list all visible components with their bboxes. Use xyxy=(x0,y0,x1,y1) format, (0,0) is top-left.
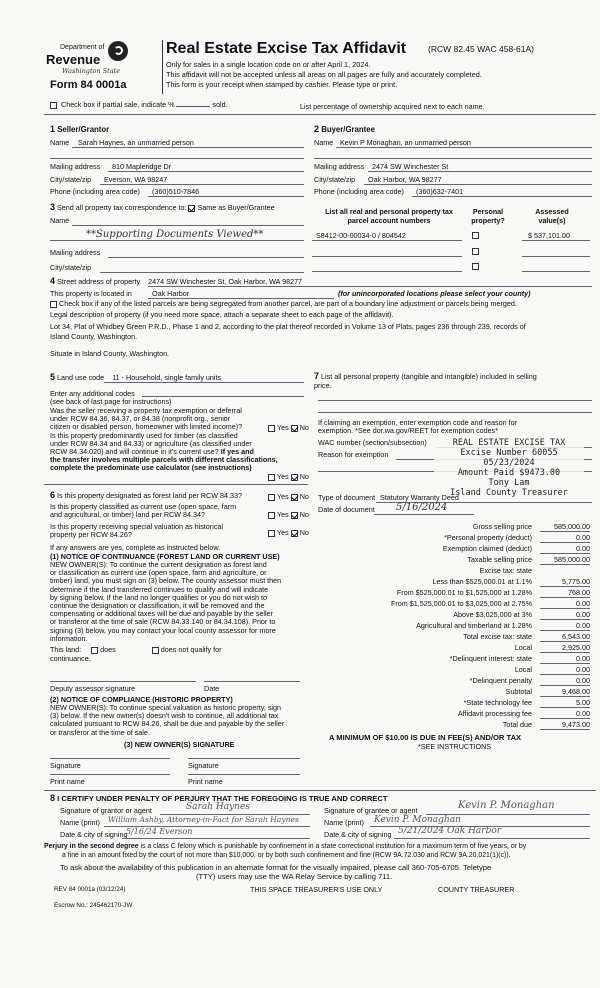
segregation-checkbox[interactable] xyxy=(50,301,57,308)
form-revision: REV 84 0001a (03/12/24) xyxy=(54,886,126,893)
header-divider xyxy=(162,40,163,94)
tax-row xyxy=(318,533,590,544)
exemption-instructions: If claiming an exemption, enter exemption code and reason for exemption. *See dor.wa.gov/REET for exemption codes* xyxy=(318,418,517,435)
tax-row-value[interactable]: 5,775.00 xyxy=(540,577,590,587)
tax-row xyxy=(318,621,590,632)
tax-row xyxy=(318,687,590,698)
document-type-label: Type of document xyxy=(318,493,376,502)
s5-question-1: Was the seller receiving a property tax exemption or deferral under RCW 84.36, 84.37, or 84.38 (nonprofit org., senior citizen or disabled person, homeowner with limited income)? xyxy=(50,406,243,431)
s5-q2-no-checkbox[interactable] xyxy=(291,474,298,481)
tax-row-value[interactable]: 5.00 xyxy=(540,698,590,708)
tax-row-value[interactable]: 0.00 xyxy=(540,709,590,719)
legal-description-label: Legal description of property (if you need more space, attach a separate sheet to each page of the affidavit). xyxy=(50,310,394,319)
seller-heading: 1 Seller/Grantor xyxy=(50,124,110,134)
seller-mail-label: Mailing address xyxy=(50,162,101,171)
exemption-reason-label: Reason for exemption xyxy=(318,450,389,459)
buyer-name-field[interactable]: Kevin P Monaghan, an unmarried person xyxy=(340,138,471,147)
tax-row xyxy=(318,632,590,643)
document-date-label: Date of document xyxy=(318,505,375,514)
personal-property-question: 7 List all personal property (tangible and intangible) included in selling price. xyxy=(314,371,537,390)
tax-row-label: Exemption claimed (deduct) xyxy=(442,544,532,553)
notice-continuance-text: NEW OWNER(S): To continue the current designation as forest land or classification as current use (open space, farm and agriculture, or timber) land, you must sign on (3) below. The county assessor must then determine if the land transferred continues to qualify and will indicate by signing below. If the land no longer qualifies or you do not wish to continue the designation or classification, it will be removed and the compensating or additional taxes will be due and payable by the seller or transferor at the time of sale (RCW 84.33.140 or 84.34.108). Prior to signing (3) below, you may contact your local county assessor for more information. xyxy=(50,560,282,643)
legal-description-line-3[interactable]: Situate in Island County, Washington. xyxy=(50,349,170,358)
tax-row xyxy=(318,544,590,555)
dept-name: Revenue xyxy=(46,52,101,67)
tax-row xyxy=(318,610,590,621)
tax-row-label: Local xyxy=(514,665,532,674)
county-treasurer-label: COUNTY TREASURER xyxy=(438,885,515,894)
seller-city-label: City/state/zip xyxy=(50,175,92,184)
parcel-number-field[interactable]: S8412-00-00034-0 / 804542 xyxy=(316,231,406,240)
tax-row xyxy=(318,698,590,709)
new-owner-signature-label-2: Signature xyxy=(188,761,219,770)
s6-q2-answer: Yes No xyxy=(268,510,309,519)
notice-continuance-heading: (1) NOTICE OF CONTINUANCE (FOREST LAND OR CURRENT USE) xyxy=(50,552,280,561)
tax-row xyxy=(318,599,590,610)
seller-name-field[interactable]: Sarah Haynes, an unmarried person xyxy=(78,138,194,147)
seller-mail-field[interactable]: 810 Mapleridge Dr xyxy=(112,162,172,171)
s6-q1-answer: Yes No xyxy=(268,492,309,501)
tax-row-label: Total due xyxy=(502,720,532,729)
s3-mail-label: Mailing address xyxy=(50,248,101,257)
s6-q2-no-checkbox[interactable] xyxy=(291,512,298,519)
tax-row xyxy=(318,577,590,588)
same-as-buyer-checkbox[interactable] xyxy=(188,205,195,212)
tax-row-label: *Delinquent interest: state xyxy=(449,654,532,663)
tax-row-value[interactable]: 585,000.00 xyxy=(540,555,590,565)
land-use-field[interactable]: 11 - Household, single family units xyxy=(112,373,222,382)
tax-row-label: Subtotal xyxy=(505,687,532,696)
new-owner-signature-label-1: Signature xyxy=(50,761,81,770)
ownership-note: List percentage of ownership acquired next to each name. xyxy=(300,102,485,111)
notice-compliance-heading: (2) NOTICE OF COMPLIANCE (HISTORIC PROPERTY) xyxy=(50,695,233,704)
tax-row-value[interactable]: 9,473.00 xyxy=(540,720,590,730)
grantor-date-label: Date & city of signing xyxy=(60,830,128,839)
tax-row-label: From $525,000.01 to $1,525,000 at 1.28% xyxy=(396,588,532,597)
street-address-row: 4 Street address of property 2474 SW Winchester St, Oak Harbor, WA 98277 xyxy=(50,276,303,286)
wac-number-label: WAC number (section/subsection) xyxy=(318,438,427,447)
document-date-field[interactable]: 5/16/2024 xyxy=(396,502,448,513)
legal-description-line-1[interactable]: Lot 34, Plat of Whidbey Green P.R.D., Phase 1 and 2, according to the plat thereof recorded in Volume 13 of Plats, pages 236 through 239, records of xyxy=(50,322,526,331)
land-does-not-checkbox[interactable] xyxy=(152,647,159,654)
s5-q1-answer: Yes No xyxy=(268,423,309,432)
grantee-date-label: Date & city of signing xyxy=(324,830,392,839)
buyer-city-field[interactable]: Oak Harbor, WA 98277 xyxy=(368,175,442,184)
s5-q2-answer: Yes No xyxy=(268,472,309,481)
partial-sale-row xyxy=(50,100,228,109)
section3-heading: 3 Send all property tax correspondence to: Same as Buyer/Grantee xyxy=(50,202,275,212)
escrow-number: Escrow No.: 245462170-JW xyxy=(54,902,133,909)
tax-row-value[interactable]: 2,925.00 xyxy=(540,643,590,653)
grantor-date-field[interactable]: 5/16/24 Everson xyxy=(126,827,193,836)
grantee-signature[interactable]: Kevin P. Monaghan xyxy=(458,800,555,811)
certification-heading: 8 I CERTIFY UNDER PENALTY OF PERJURY THAT THE FOREGOING IS TRUE AND CORRECT xyxy=(50,793,388,803)
subtitle-line-3: This form is your receipt when stamped by cashier. Please type or print. xyxy=(166,80,398,89)
assessed-value-column-header: Assessed value(s) xyxy=(535,207,569,225)
tax-row-label: Taxable selling price xyxy=(467,555,532,564)
tax-row-value[interactable]: 0.00 xyxy=(540,621,590,631)
partial-sale-percent-field[interactable] xyxy=(176,100,210,107)
personal-property-checkbox-3[interactable] xyxy=(472,263,479,270)
tax-row-value[interactable]: 585,000.00 xyxy=(540,522,590,532)
tax-row-label: Agricultural and timberland at 1.28% xyxy=(416,621,532,630)
tax-row-label: *State technology fee xyxy=(463,698,532,707)
s6-q2-yes-checkbox[interactable] xyxy=(268,512,275,519)
tax-row-value[interactable]: 0.00 xyxy=(540,665,590,675)
buyer-mail-field[interactable]: 2474 SW Winchester St xyxy=(372,162,449,171)
tax-row xyxy=(318,643,590,654)
page-title: Real Estate Excise Tax Affidavit xyxy=(166,40,407,57)
s6-q1-yes-checkbox[interactable] xyxy=(268,494,275,501)
s6-question-1: 6 Is this property designated as forest land per RCW 84.33? xyxy=(50,490,242,500)
s6-question-2: Is this property classified as current use (open space, farm and agricultural, or timber) land per RCW 84.34? xyxy=(50,502,237,519)
perjury-warning-line-1: Perjury in the second degree is a class C felony which is punishable by confinement in a state correctional institution for a maximum term of five years, or by xyxy=(44,843,527,850)
land-does-checkbox[interactable] xyxy=(91,647,98,654)
s5-q2-yes-checkbox[interactable] xyxy=(268,474,275,481)
form-number: Form 84 0001a xyxy=(50,79,127,91)
grantee-date-field[interactable]: 5/21/2024 Oak Harbor xyxy=(398,826,502,836)
subtitle-line-1: Only for sales in a single location code on or after April 1, 2024. xyxy=(166,60,371,69)
s5-q1-no-checkbox[interactable] xyxy=(291,425,298,432)
seller-phone-label: Phone (including area code) xyxy=(50,187,140,196)
tax-row xyxy=(318,720,590,731)
tax-row-value[interactable]: 0.00 xyxy=(540,654,590,664)
dept-line: Department of xyxy=(60,44,105,51)
see-instructions-note: *SEE INSTRUCTIONS xyxy=(418,742,492,751)
tax-row-label: Affidavit processing fee xyxy=(457,709,532,718)
tax-row xyxy=(318,522,590,533)
tax-row-label: Gross selling price xyxy=(472,522,532,531)
dept-state: Washington State xyxy=(62,67,121,75)
tax-row-label: Excise tax: state xyxy=(479,566,532,575)
tax-row xyxy=(318,676,590,687)
tax-row-value[interactable]: 768.00 xyxy=(540,588,590,598)
s6-question-3: Is this property receiving special valuation as historical property per RCW 84.26? xyxy=(50,522,223,539)
seller-phone-field[interactable]: (360)510-7846 xyxy=(152,187,200,196)
rcw-reference: (RCW 82.45 WAC 458-61A) xyxy=(428,44,534,54)
treasurer-use-only: THIS SPACE TREASURER'S USE ONLY xyxy=(250,885,383,894)
location-field[interactable]: Oak Harbor xyxy=(152,289,190,298)
location-note: (for unincorporated locations please select your county) xyxy=(338,289,531,298)
minimum-fee-note: A MINIMUM OF $10.00 IS DUE IN FEE(S) AND/OR TAX xyxy=(329,733,522,742)
segregation-row: Check box if any of the listed parcels are being segregated from another parcel, are part of a boundary line adjustment or parcels being merged. xyxy=(50,299,517,308)
seller-name-label: Name xyxy=(50,138,70,147)
s3-name-label: Name xyxy=(50,216,70,225)
if-yes-note: If any answers are yes, complete as instructed below. xyxy=(50,543,221,552)
buyer-phone-field[interactable]: (360)632-7401 xyxy=(416,187,464,196)
grantee-signature-label: Signature of grantee or agent xyxy=(324,806,418,815)
s3-city-label: City/state/zip xyxy=(50,263,92,272)
tax-row-value[interactable]: 6,543.00 xyxy=(540,632,590,642)
tax-row-label: Less than $525,000.01 at 1.1% xyxy=(432,577,532,586)
additional-codes-hint: (see back of last page for instructions) xyxy=(50,397,172,406)
s6-q3-no-checkbox[interactable] xyxy=(291,530,298,537)
tax-row xyxy=(318,588,590,599)
accessibility-note-line-2: (TTY) users may use the WA Relay Service by calling 711. xyxy=(196,872,393,881)
deputy-assessor-signature-label: Deputy assessor signature xyxy=(50,684,136,693)
assessed-value-field[interactable]: $ 537,101.00 xyxy=(528,231,570,240)
s6-q3-answer: Yes No xyxy=(268,528,309,537)
perjury-warning-line-2: a fine in an amount fixed by the court of not more than $10,000, or by both such confinement and fine (RCW 9A.72.030 and RCW 9A.20.021(1)(c)). xyxy=(62,852,511,859)
personal-property-column-header: Personal property? xyxy=(471,207,505,225)
grantee-name-field[interactable]: Kevin P. Monaghan xyxy=(374,815,461,825)
tax-row-label: Local xyxy=(514,643,532,652)
buyer-heading: 2 Buyer/Grantee xyxy=(314,124,375,134)
partial-sale-sold-label: sold. xyxy=(212,100,228,109)
grantor-signature[interactable]: Sarah Haynes xyxy=(186,802,250,812)
land-use-row: 5 Land use code 11 - Household, single family units xyxy=(50,372,222,382)
tax-row-label: Above $3,025,000 at 3% xyxy=(453,610,532,619)
tax-row-value[interactable]: 9,468.00 xyxy=(540,687,590,697)
tax-row-value[interactable]: 0.00 xyxy=(540,533,590,543)
tax-row-label: From $1,525,000.01 to $3,025,000 at 2.75% xyxy=(390,599,532,608)
new-owner-print-name-label-1: Print name xyxy=(50,777,85,786)
accessibility-note-line-1: To ask about the availability of this publication in an alternate format for the visually impaired, please call 360-705-6705. Teletype xyxy=(60,863,492,872)
buyer-name-label: Name xyxy=(314,138,334,147)
document-type-field[interactable]: Statutory Warranty Deed xyxy=(380,493,459,502)
tax-row xyxy=(318,665,590,676)
this-land-row: This land: does does not qualify for xyxy=(50,645,222,654)
street-address-field[interactable]: 2474 SW Winchester St, Oak Harbor, WA 98277 xyxy=(148,277,303,286)
grantee-name-label: Name (print) xyxy=(324,818,364,827)
tax-row-label: Total excise tax: state xyxy=(463,632,532,641)
tax-row xyxy=(318,709,590,720)
grantor-name-field[interactable]: William Ashby, Attorney-in-Fact for Sarah Haynes xyxy=(108,815,299,824)
continuance-label: continuance. xyxy=(50,654,91,663)
partial-sale-label: Check box if partial sale, indicate % xyxy=(61,100,175,109)
tax-row-value[interactable]: 0.00 xyxy=(540,610,590,620)
seller-city-field[interactable]: Everson, WA 98247 xyxy=(104,175,168,184)
s6-q1-no-checkbox[interactable] xyxy=(291,494,298,501)
grantor-signature-label: Signature of grantor or agent xyxy=(60,806,152,815)
tax-row-value[interactable]: 0.00 xyxy=(540,599,590,609)
additional-codes-label: Enter any additional codes xyxy=(50,389,135,398)
buyer-mail-label: Mailing address xyxy=(314,162,365,171)
s5-q1-yes-checkbox[interactable] xyxy=(268,425,275,432)
new-owner-signature-heading: (3) NEW OWNER(S) SIGNATURE xyxy=(124,740,235,749)
deputy-date-label: Date xyxy=(204,684,220,693)
supporting-documents-stamp: **Supporting Documents Viewed** xyxy=(86,229,264,240)
tax-row xyxy=(318,555,590,566)
tax-row xyxy=(318,566,590,577)
subtitle-line-2: This affidavit will not be accepted unless all areas on all pages are fully and accurately completed. xyxy=(166,70,482,79)
tax-row-value[interactable]: 0.00 xyxy=(540,544,590,554)
location-label: This property is located in xyxy=(50,289,132,298)
tax-row-label: *Delinquent penalty xyxy=(469,676,532,685)
tax-row xyxy=(318,654,590,665)
grantor-name-label: Name (print) xyxy=(60,818,100,827)
personal-property-checkbox-2[interactable] xyxy=(472,248,479,255)
parcel-column-header: List all real and personal property tax parcel account numbers xyxy=(325,207,453,225)
notice-compliance-text: NEW OWNER(S): To continue special valuation as historic property, sign (3) below. If the new owner(s) doesn't wish to continue, all additional tax calculated pursuant to RCW 84.26, shall be due and payable by the seller or transferor at the time of sale. xyxy=(50,703,285,737)
revenue-logo-icon xyxy=(108,41,128,61)
buyer-city-label: City/state/zip xyxy=(314,175,356,184)
partial-sale-checkbox[interactable] xyxy=(50,102,57,109)
s5-question-2: Is this property predominantly used for timber (as classified under RCW 84.34 and 84.33) or agriculture (as classified under RCW 84.34.020) and will continue in it's current use? If yes and the transfer involves multiple parcels with different classifications, complete the predominate use calculator (see instructions) xyxy=(50,431,278,472)
personal-property-checkbox-1[interactable] xyxy=(472,232,479,239)
tax-row-label: *Personal property (deduct) xyxy=(444,533,532,542)
s6-q3-yes-checkbox[interactable] xyxy=(268,530,275,537)
new-owner-print-name-label-2: Print name xyxy=(188,777,223,786)
buyer-phone-label: Phone (including area code) xyxy=(314,187,404,196)
excise-tax-paid-stamp: REAL ESTATE EXCISE TAX Excise Number 60055 05/23/2024 Amount Paid $9473.00 Tony Lam Island County Treasurer xyxy=(434,438,584,498)
tax-row-value[interactable]: 0.00 xyxy=(540,676,590,686)
legal-description-line-2[interactable]: Island County, Washington. xyxy=(50,332,138,341)
